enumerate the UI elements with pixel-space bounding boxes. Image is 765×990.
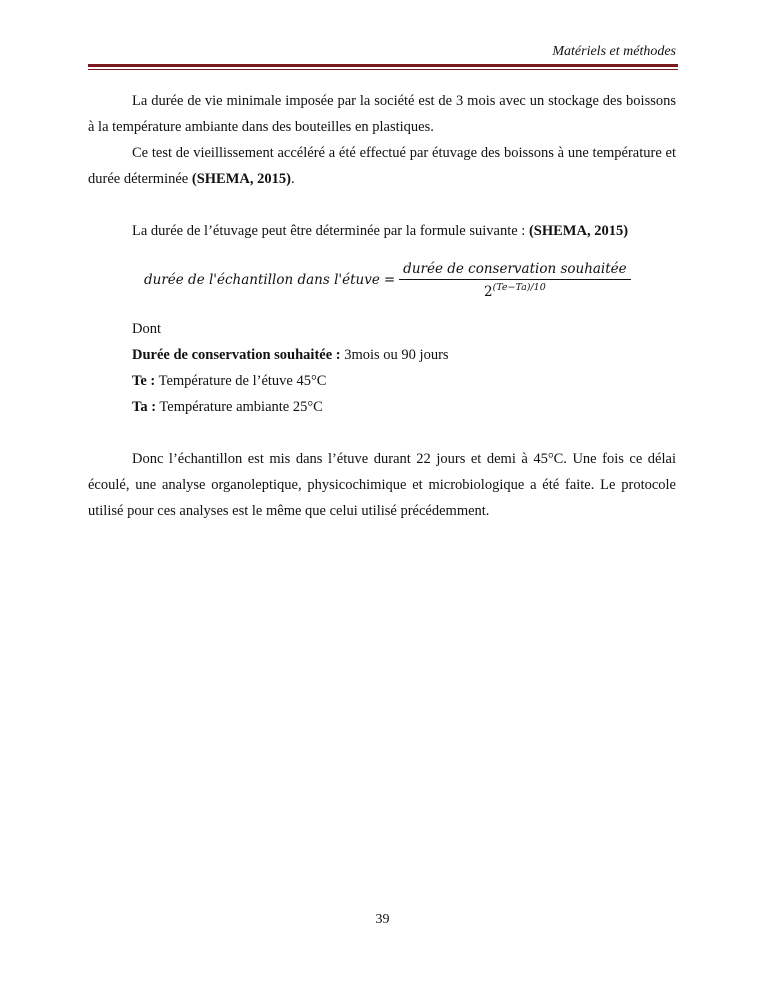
definition-term: Te :	[132, 373, 156, 389]
paragraph-formula-intro	[88, 218, 676, 244]
definitions-intro: Dont	[132, 321, 161, 337]
formula-numerator: durée de conservation souhaitée	[403, 260, 627, 277]
definition-item	[88, 394, 676, 420]
page-number: 39	[375, 912, 390, 927]
denominator-base: 2	[484, 283, 493, 300]
header-rule	[88, 64, 678, 67]
definition-value: 3mois ou 90 jours	[340, 347, 449, 363]
formula-fraction	[399, 261, 630, 300]
paragraph-conclusion: Donc l’échantillon est mis dans l’étuve durant 22 jours et demi à 45°C. Une fois ce délai écoulé, une analyse organoleptique, physicochimique et microbiologique a été faite. Le protocole utilisé pour ces analyses est le même que celui utilisé précédemment.	[88, 451, 676, 519]
formula-denominator	[484, 280, 546, 300]
definition-term: Durée de conservation souhaitée :	[132, 347, 341, 363]
paragraph-aging-text: Ce test de vieillissement accéléré a été effectué par étuvage des boissons à une température et durée déterminée	[88, 145, 676, 187]
formula-intro-text: La durée de l’étuvage peut être déterminée par la formule suivante :	[132, 223, 529, 239]
definition-term: Ta :	[132, 399, 157, 415]
definition-value: Température de l’étuve 45°C	[155, 373, 327, 389]
denominator-exponent: (Te−Ta)/10	[492, 281, 546, 293]
paragraph-aging-test	[88, 140, 676, 192]
running-header: Matériels et méthodes	[552, 44, 676, 59]
paragraph-shelf-life: La durée de vie minimale imposée par la société est de 3 mois avec un stockage des boissons à la température ambiante dans des bouteilles en plastiques.	[88, 93, 676, 135]
formula-lhs: durée de l'échantillon dans l'étuve	[144, 272, 380, 288]
citation: (SHEMA, 2015)	[191, 171, 291, 187]
definition-value: Température ambiante 25°C	[156, 399, 323, 415]
formula-equals: =	[383, 272, 396, 288]
citation: (SHEMA, 2015)	[528, 223, 629, 239]
page-body	[88, 88, 676, 524]
definition-item	[88, 342, 676, 368]
formula	[144, 248, 676, 312]
header-rule-thin	[88, 69, 678, 70]
paragraph-aging-end: .	[290, 171, 295, 187]
definition-item	[88, 368, 676, 394]
